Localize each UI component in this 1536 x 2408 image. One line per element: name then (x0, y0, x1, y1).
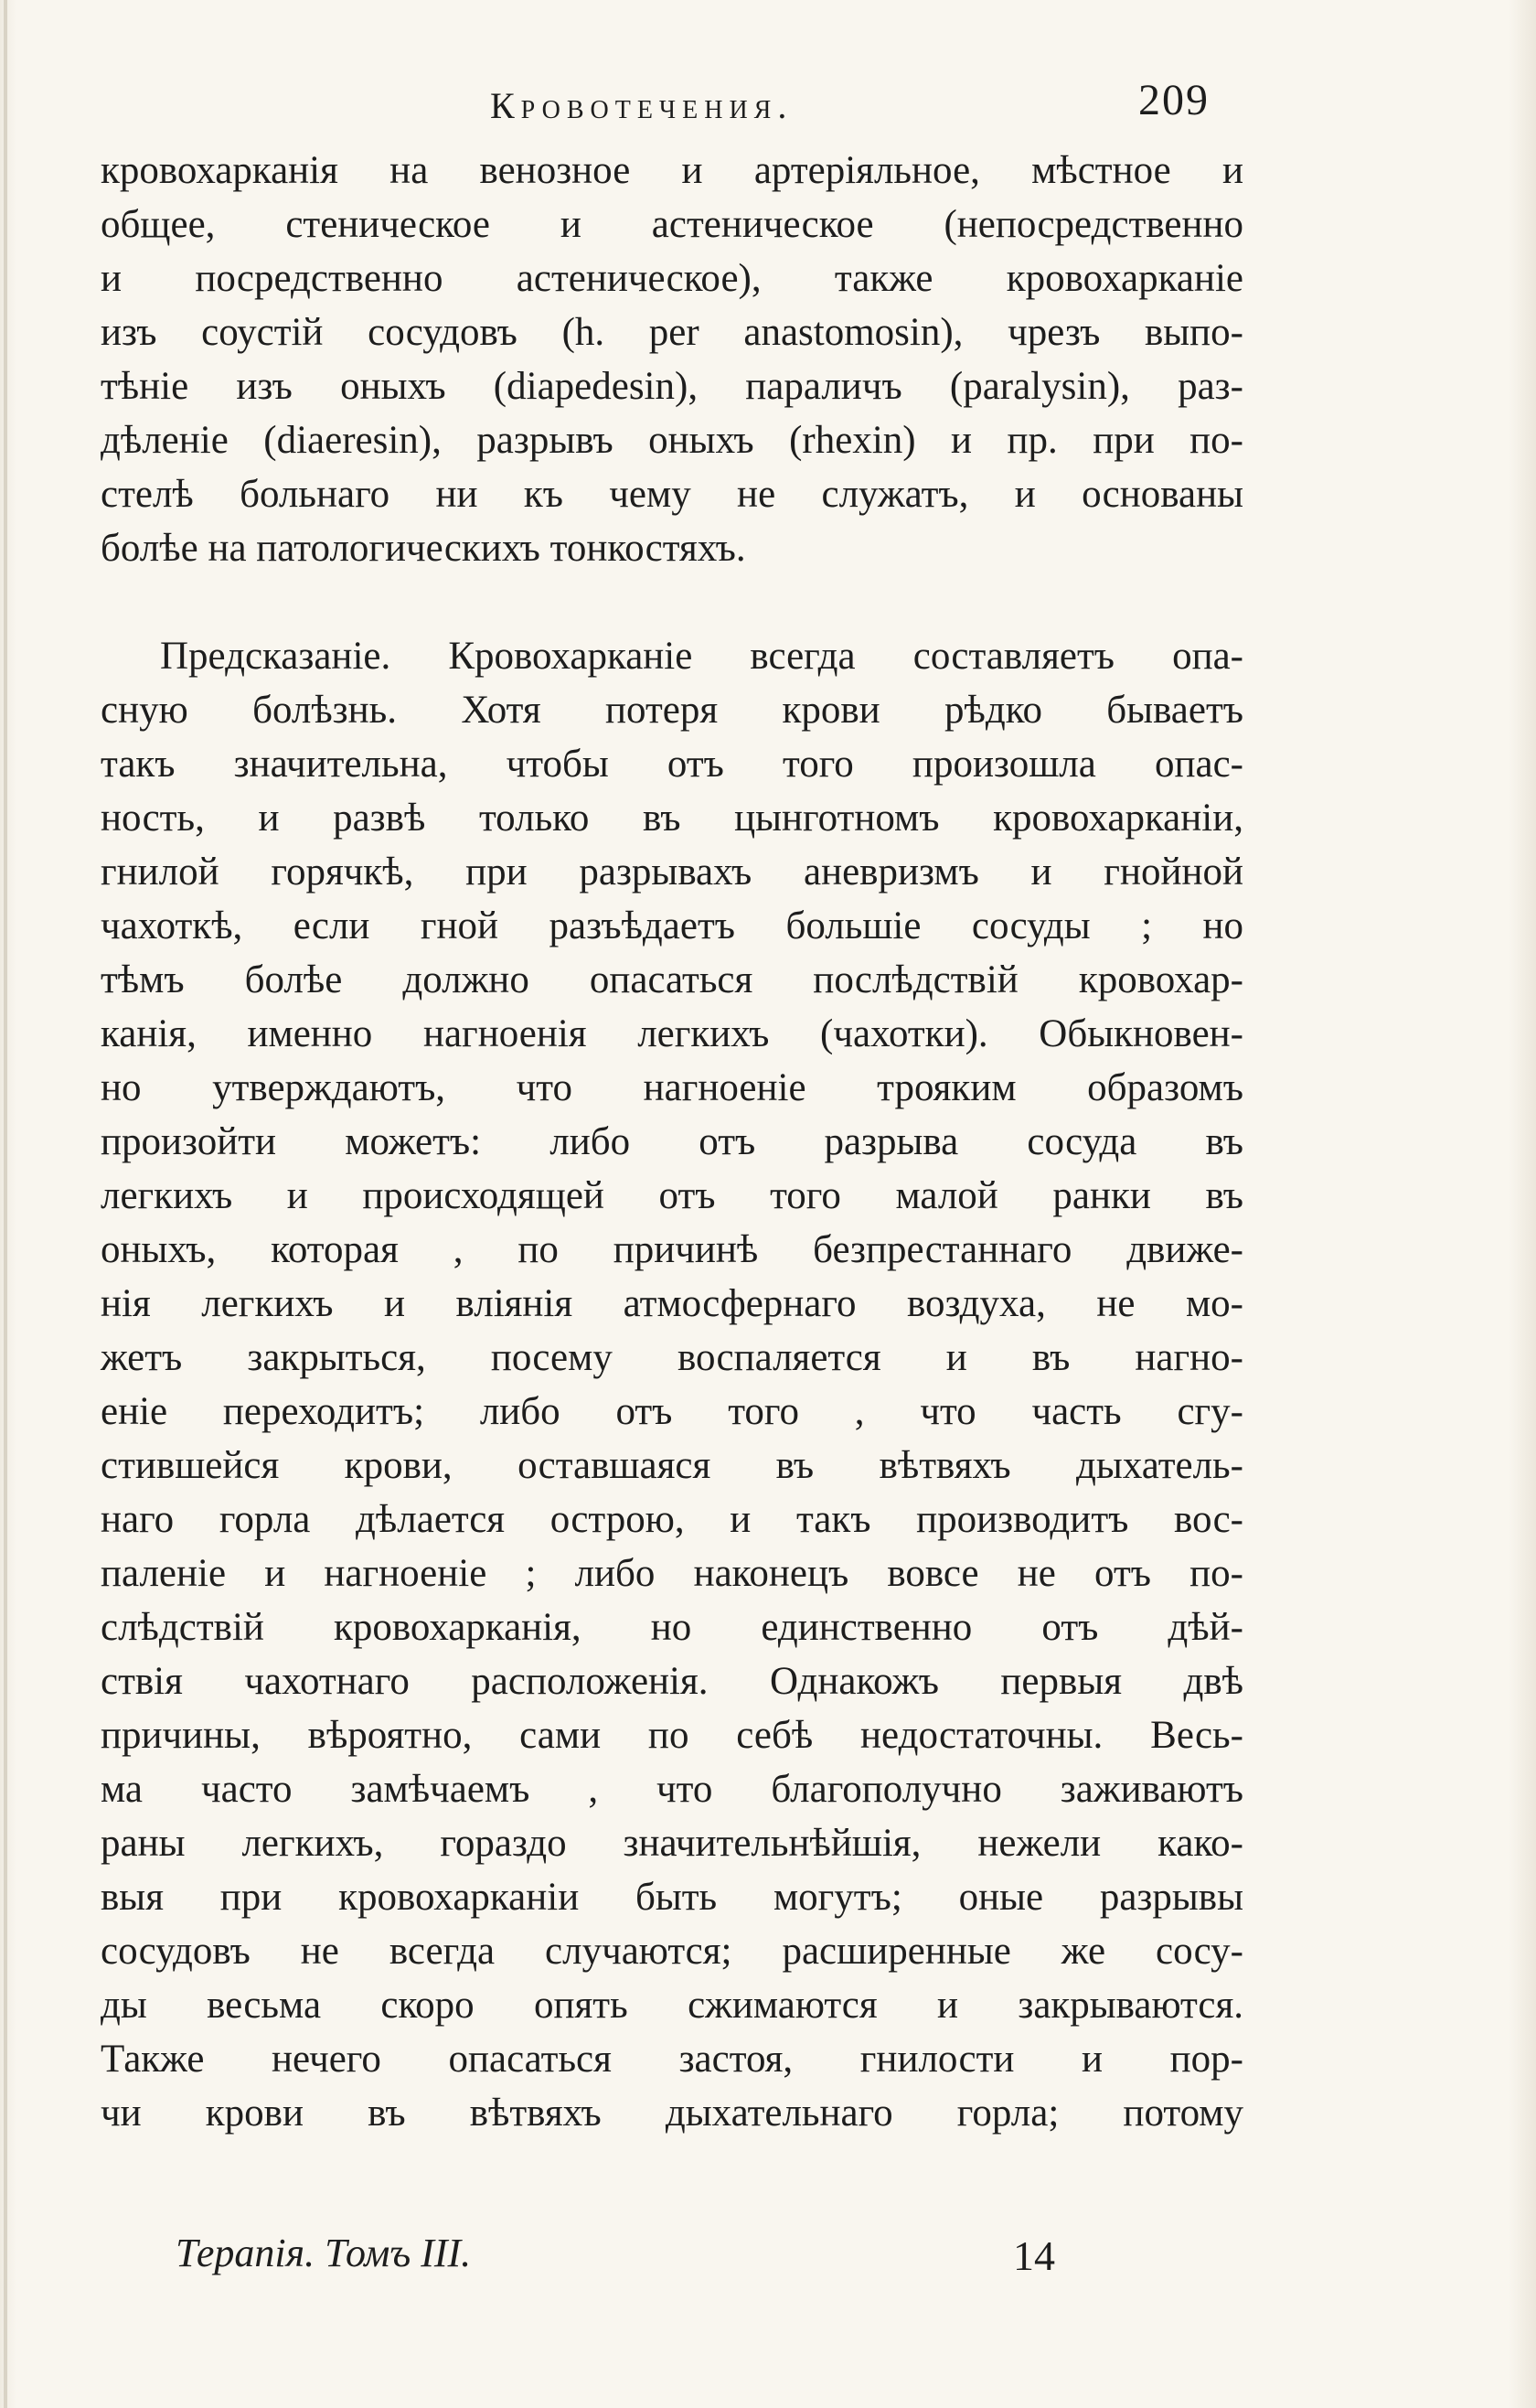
text-line: выя при кровохарканіи быть могутъ; оные разрывы (101, 1876, 1243, 1919)
text-line: ды весьма скоро опять сжимаются и закрываются. (101, 1984, 1243, 2027)
text-line: сную болѣзнь. Хотя потеря крови рѣдко бываетъ (101, 689, 1243, 732)
text-line: оныхъ, которая , по причинѣ безпрестаннаго движе- (101, 1228, 1243, 1271)
text-line: сосудовъ не всегда случаются; расширенные же сосу- (101, 1930, 1243, 1973)
text-line: произойти можетъ: либо отъ разрыва сосуда въ (101, 1120, 1243, 1163)
text-line: гнилой горячкѣ, при разрывахъ аневризмъ и гнойной (101, 851, 1243, 894)
text-line: дѣленіе (diaeresin), разрывъ оныхъ (rhexin) и пр. при по- (101, 419, 1243, 462)
text-line: стелѣ больнаго ни къ чему не служатъ, и основаны (101, 473, 1243, 516)
text-line: такъ значительна, чтобы отъ того произошла опас- (101, 743, 1243, 786)
text-line: изъ соустій сосудовъ (h. per anastomosin), чрезъ выпо- (101, 311, 1243, 354)
text-line: канія, именно нагноенія легкихъ (чахотки). Обыкновен- (101, 1012, 1243, 1055)
text-line: наго горла дѣлается острою, и такъ производитъ вос- (101, 1498, 1243, 1541)
text-line: раны легкихъ, гораздо значительнѣйшія, нежели како- (101, 1822, 1243, 1865)
text-line: и посредственно астеническое), также кровохарканіе (101, 257, 1243, 300)
page-number: 209 (1138, 76, 1210, 124)
footer-sheet-number: 14 (1013, 2232, 1055, 2279)
text-line: Предсказаніе. Кровохарканіе всегда составляетъ опа- (160, 635, 1243, 678)
text-line: ность, и развѣ только въ цынготномъ кровохарканіи, (101, 797, 1243, 840)
text-line: болѣе на патологическихъ тонкостяхъ. (101, 527, 746, 570)
text-line: слѣдствій кровохарканія, но единственно отъ дѣй- (101, 1606, 1243, 1649)
paragraph-gap (101, 575, 1243, 629)
text-line: но утверждаютъ, что нагноеніе трояким образомъ (101, 1066, 1243, 1109)
text-line: кровохарканія на венозное и артеріяльное, мѣстное и (101, 149, 1243, 192)
text-line: Также нечего опасаться застоя, гнилости и пор- (101, 2038, 1243, 2081)
text-line: ма часто замѣчаемъ , что благополучно заживаютъ (101, 1768, 1243, 1811)
text-line: причины, вѣроятно, сами по себѣ недостаточны. Весь- (101, 1714, 1243, 1757)
page-edge (4, 0, 7, 2408)
text-line: тѣніе изъ оныхъ (diapedesin), параличъ (paralysin), раз- (101, 365, 1243, 408)
text-line: жетъ закрыться, посему воспаляется и въ нагно- (101, 1336, 1243, 1379)
text-line: общее, стеническое и астеническое (непосредственно (101, 203, 1243, 246)
text-line: чи крови въ вѣтвяхъ дыхательнаго горла; потому (101, 2092, 1243, 2135)
text-line: ствія чахотнаго расположенія. Однакожъ первыя двѣ (101, 1660, 1243, 1703)
text-line: тѣмъ болѣе должно опасаться послѣдствій кровохар- (101, 958, 1243, 1001)
text-line: еніе переходитъ; либо отъ того , что часть сгу- (101, 1390, 1243, 1433)
body-text (101, 144, 1243, 2140)
running-head: Кровотечения. (490, 85, 794, 126)
text-line: легкихъ и происходящей отъ того малой ранки въ (101, 1174, 1243, 1217)
text-line: паленіе и нагноеніе ; либо наконецъ вовсе не отъ по- (101, 1552, 1243, 1595)
text-line: чахоткѣ, если гной разъѣдаетъ большіе сосуды ; но (101, 904, 1243, 947)
text-line: стившейся крови, оставшаяся въ вѣтвяхъ дыхатель- (101, 1444, 1243, 1487)
text-line: нія легкихъ и вліянія атмосфернаго воздуха, не мо- (101, 1282, 1243, 1325)
footer-signature: Терапія. Томъ III. (176, 2231, 472, 2275)
